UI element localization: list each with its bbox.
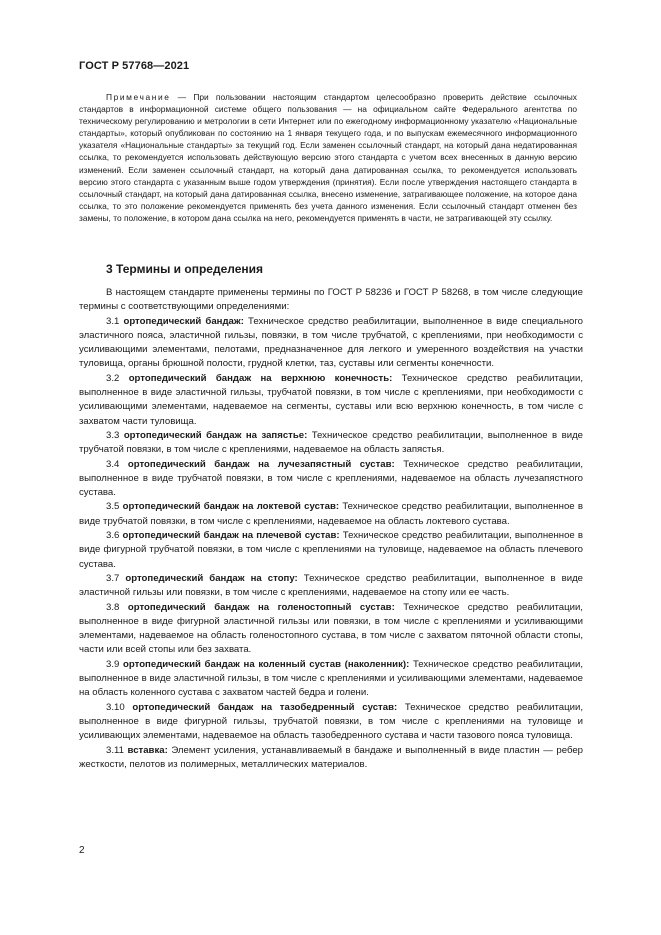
term-definition: Техническое средство реабилитации, выполненное в виде фигурной гильзы, трубчатой повязки, в том числе с креплениями на туловище и усиливающих элементами, надеваемое на область тазобедренного сустава и части тазового пояса туловища. [79,701,583,742]
term-entry [79,458,583,501]
term-name: вставка: [127,744,168,756]
section-intro: В настоящем стандарте применены термины по ГОСТ Р 58236 и ГОСТ Р 58268, в том числе следующие термины с соответствующими определениями: [79,287,583,313]
term-entry [79,744,583,773]
term-number: 3.8 [106,601,120,613]
term-entry [79,429,583,458]
term-entry [79,315,583,372]
term-definition: Техническое средство реабилитации, выполненное в виде фигурной трубчатой повязки, в том числе с креплениями на туловище, надеваемое на область плечевого сустава. [79,530,584,570]
note-block [79,91,577,224]
term-definition: Техническое средство реабилитации, выполненное в виде фигурной эластичной гильзы или повязки, в том числе с креплениями и усиливающими элементами, надеваемое на область голеностопного сустава, в том числе с захватом пяточной области стопы, части или всей стопы или без захвата. [79,601,583,656]
term-name: ортопедический бандаж: [123,315,244,327]
term-definition: Техническое средство реабилитации, выполненное в виде эластичной гильзы, трубчатой повязки, в том числе с креплениями, при необходимости с усиливающими элементами, надеваемое на сегменты, суставы или всю верхнюю конечность, в том числе с захватом части туловища. [79,372,583,427]
term-name: ортопедический бандаж на лучезапястный сустав: [127,458,395,470]
term-name: ортопедический бандаж на голеностопный сустав: [127,601,395,613]
term-number: 3.2 [106,372,120,384]
page-number: 2 [79,845,85,856]
term-name: ортопедический бандаж на тазобедренный сустав: [132,701,398,713]
term-entry [79,701,583,744]
term-entry [79,529,583,572]
term-number: 3.10 [106,701,125,713]
term-name: ортопедический бандаж на запястье: [123,429,308,441]
term-name: ортопедический бандаж на стопу: [125,572,298,584]
term-name: ортопедический бандаж на локтевой сустав: [122,501,340,513]
note-paragraph [79,91,577,224]
term-name: ортопедический бандаж на плечевой сустав: [122,530,340,542]
term-definition: Техническое средство реабилитации, выполненное в виде трубчатой повязки, в том числе с креплениями, надеваемое на область запястья. [79,429,583,456]
term-definition: Техническое средство реабилитации, выполненное в виде трубчатой повязки, в том числе с креплениями, надеваемое на область лучезапястного сустава. [79,458,584,499]
term-name: ортопедический бандаж на коленный сустав (наколенник): [123,658,410,670]
term-number: 3.5 [106,501,120,513]
term-definition: Техническое средство реабилитации, выполненное в виде трубчатой повязки, в том числе с креплениями, надеваемое на область локтевого сустава. [79,501,584,527]
term-entry [79,500,583,529]
note-label: Примечание [106,92,171,102]
term-name: ортопедический бандаж на верхнюю конечность: [128,372,393,384]
term-definition: Техническое средство реабилитации, выполненное в виде специального эластичного пояса, эластичной гильзы, повязки, в том числе трубчатой, с креплениями, при необходимости с усиливающими элементами, пелотами, предназначенное для легкого и умеренного воздействия на участки туловища, органы брюшной полости, грудной клетки, таз, суставы или сегменты конечности. [79,315,584,370]
term-number: 3.7 [106,572,120,584]
term-number: 3.3 [106,429,120,441]
term-number: 3.4 [106,458,120,470]
term-number: 3.1 [106,315,120,327]
term-number: 3.6 [106,530,120,542]
term-definition: Элемент усиления, устанавливаемый в бандаже и выполненный в виде пластин — ребер жесткости, пелотов из полимерных, металлических материалов. [79,744,584,770]
document-header: ГОСТ Р 57768—2021 [79,60,190,72]
term-entry [79,572,583,601]
term-number: 3.11 [106,744,124,756]
term-entry [79,601,583,658]
term-definition: Техническое средство реабилитации, выполненное в виде эластичной гильзы или повязки, в том числе с креплениями, надеваемое на стопу или ее часть. [79,572,584,599]
note-text: — При пользовании настоящим стандартом целесообразно проверить действие ссылочных стандартов в информационной системе общего пользования — на официальном сайте Федерального агентства по техническому регулированию и метрологии в сети Интернет или по ежегодному информационному указателю «Национальные стандарты», который опубликован по состоянию на 1 января текущего года, и по выпускам ежемесячного информационного указателя «Национальные стандарты» за текущий год. Если заменен ссылочный стандарт, на который дана недатированная ссылка, то рекомендуется использовать действующую версию этого стандарта с учетом всех внесенных в данную версию изменений. Если заменен ссылочный стандарт, на который дана датированная ссылка, то рекомендуется использовать версию этого стандарта с указанным выше годом утверждения (принятия). Если после утверждения настоящего стандарта в ссылочный стандарт, на который дана датированная ссылка, внесено изменение, затрагивающее положение, на которое дана ссылка, то это положение рекомендуется применять без учета данного изменения. Если ссылочный стандарт отменен без замены, то положение, в котором дана ссылка на него, рекомендуется применять в части, не затрагивающей эту ссылку. [79,92,577,223]
term-entry [79,658,583,701]
terms-section [79,261,583,772]
term-number: 3.9 [106,658,120,670]
section-title: 3 Термины и определения [106,262,264,276]
term-entry [79,372,583,429]
term-definition: Техническое средство реабилитации, выполненное в виде эластичной гильзы, в том числе с креплениями и усиливающими элементами, надеваемое на область коленного сустава с захватом частей бедра и голени. [79,658,583,699]
